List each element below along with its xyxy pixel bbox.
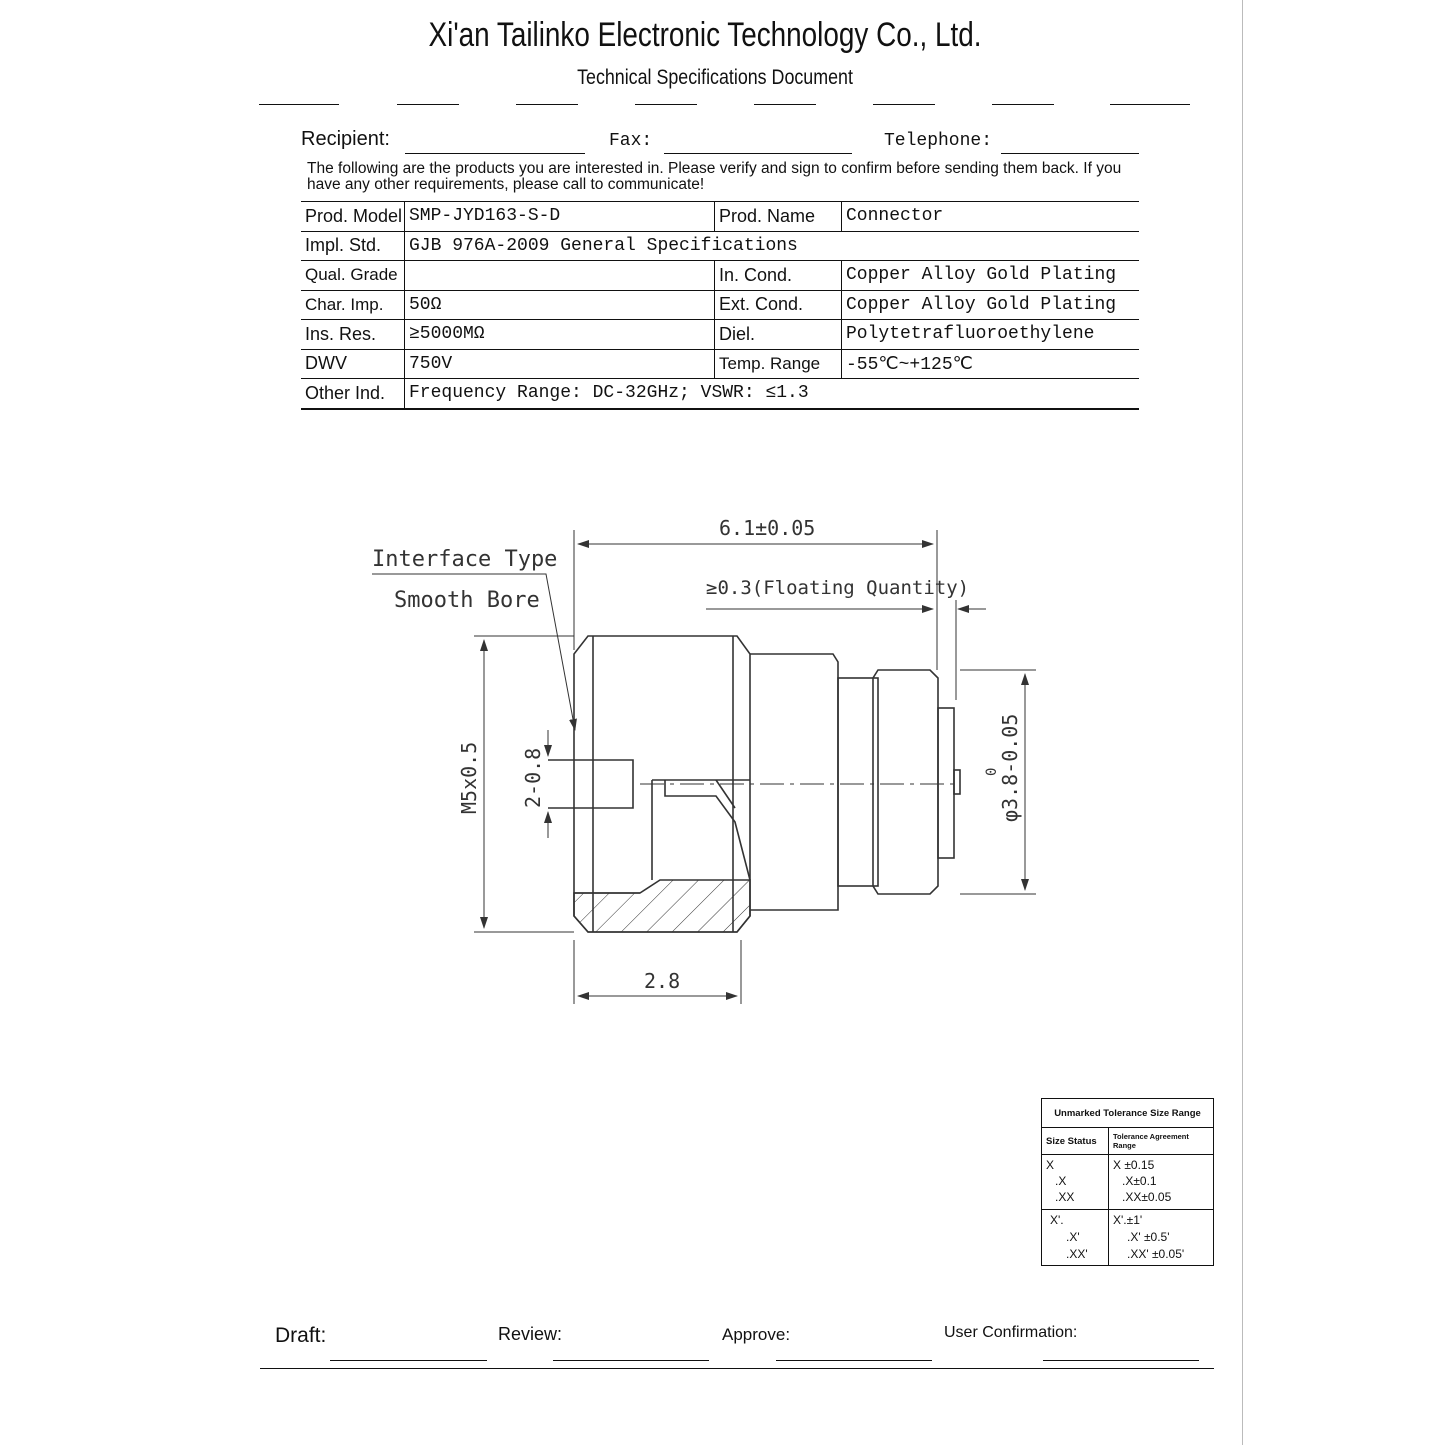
smooth-bore-label: Smooth Bore — [394, 588, 540, 613]
tolerance-row: X .X .XX — [1042, 1155, 1109, 1210]
other-ind-value: Frequency Range: DC-32GHz; VSWR: ≤1.3 — [405, 379, 1140, 409]
dim-length-label: 6.1±0.05 — [719, 516, 816, 540]
ins-res-label: Ins. Res. — [301, 320, 405, 350]
temp-range-value: -55℃~+125℃ — [842, 349, 1140, 379]
tolerance-col-size: Size Status — [1042, 1128, 1109, 1155]
company-name: Xi'an Tailinko Electronic Technology Co., Ltd. — [428, 16, 982, 54]
dim-hex-label: 2.8 — [644, 969, 681, 993]
user-confirmation-field[interactable] — [1043, 1360, 1199, 1361]
prod-name-value: Connector — [842, 202, 1140, 232]
prod-name-label: Prod. Name — [715, 202, 842, 232]
draft-signature-field[interactable] — [330, 1360, 487, 1361]
draft-label: Draft: — [275, 1324, 327, 1347]
telephone-label: Telephone: — [884, 131, 993, 151]
fax-label: Fax: — [609, 131, 653, 151]
ext-cond-label: Ext. Cond. — [715, 290, 842, 320]
tolerance-row-values: X'.±1' .X' ±0.5' .XX' ±0.05' — [1109, 1210, 1214, 1266]
dim-diameter-label: φ3.8-0.05 — [998, 713, 1022, 822]
document-title: Technical Specifications Document — [577, 66, 853, 89]
recipient-label: Recipient: — [301, 128, 390, 150]
impl-std-label: Impl. Std. — [301, 231, 405, 261]
approve-label: Approve: — [722, 1325, 791, 1344]
review-signature-field[interactable] — [553, 1360, 709, 1361]
in-cond-label: In. Cond. — [715, 261, 842, 291]
prod-model-value: SMP-JYD163-S-D — [405, 202, 715, 232]
char-imp-label: Char. Imp. — [301, 290, 405, 320]
qual-grade-label: Qual. Grade — [301, 261, 405, 291]
char-imp-value: 50Ω — [405, 290, 715, 320]
temp-range-label: Temp. Range — [715, 349, 842, 379]
dim-slot-label: 2-0.8 — [521, 747, 545, 808]
approve-signature-field[interactable] — [776, 1360, 932, 1361]
tolerance-table — [1041, 1098, 1214, 1266]
tolerance-col-range: Tolerance Agreement Range — [1109, 1128, 1214, 1155]
dwv-label: DWV — [301, 349, 405, 379]
footer-rule — [260, 1368, 1214, 1369]
dwv-value: 750V — [405, 349, 715, 379]
review-label: Review: — [498, 1324, 563, 1344]
instruction-note: The following are the products you are interested in. Please verify and sign to confirm before sending them back. If you have any other requirements, please call to communicate! — [307, 160, 1122, 193]
dim-diameter-upper: 0 — [984, 767, 1000, 776]
impl-std-value: GJB 976A-2009 General Specifications — [405, 231, 1140, 261]
diel-label: Diel. — [715, 320, 842, 350]
ins-res-value: ≥5000MΩ — [405, 320, 715, 350]
user-confirmation-label: User Confirmation: — [944, 1324, 1078, 1341]
dim-thread-label: M5x0.5 — [457, 741, 481, 814]
other-ind-label: Other Ind. — [301, 379, 405, 409]
diel-value: Polytetrafluoroethylene — [842, 320, 1140, 350]
tolerance-row-values: X ±0.15 .X±0.1 .XX±0.05 — [1109, 1155, 1214, 1210]
in-cond-value: Copper Alloy Gold Plating — [842, 261, 1140, 291]
interface-type-label: Interface Type — [372, 547, 558, 572]
tolerance-title: Unmarked Tolerance Size Range — [1042, 1099, 1214, 1128]
ext-cond-value: Copper Alloy Gold Plating — [842, 290, 1140, 320]
prod-model-label: Prod. Model — [301, 202, 405, 232]
dim-floating-label: ≥0.3(Floating Quantity) — [706, 577, 970, 599]
tolerance-row: X'. .X' .XX' — [1042, 1210, 1109, 1266]
